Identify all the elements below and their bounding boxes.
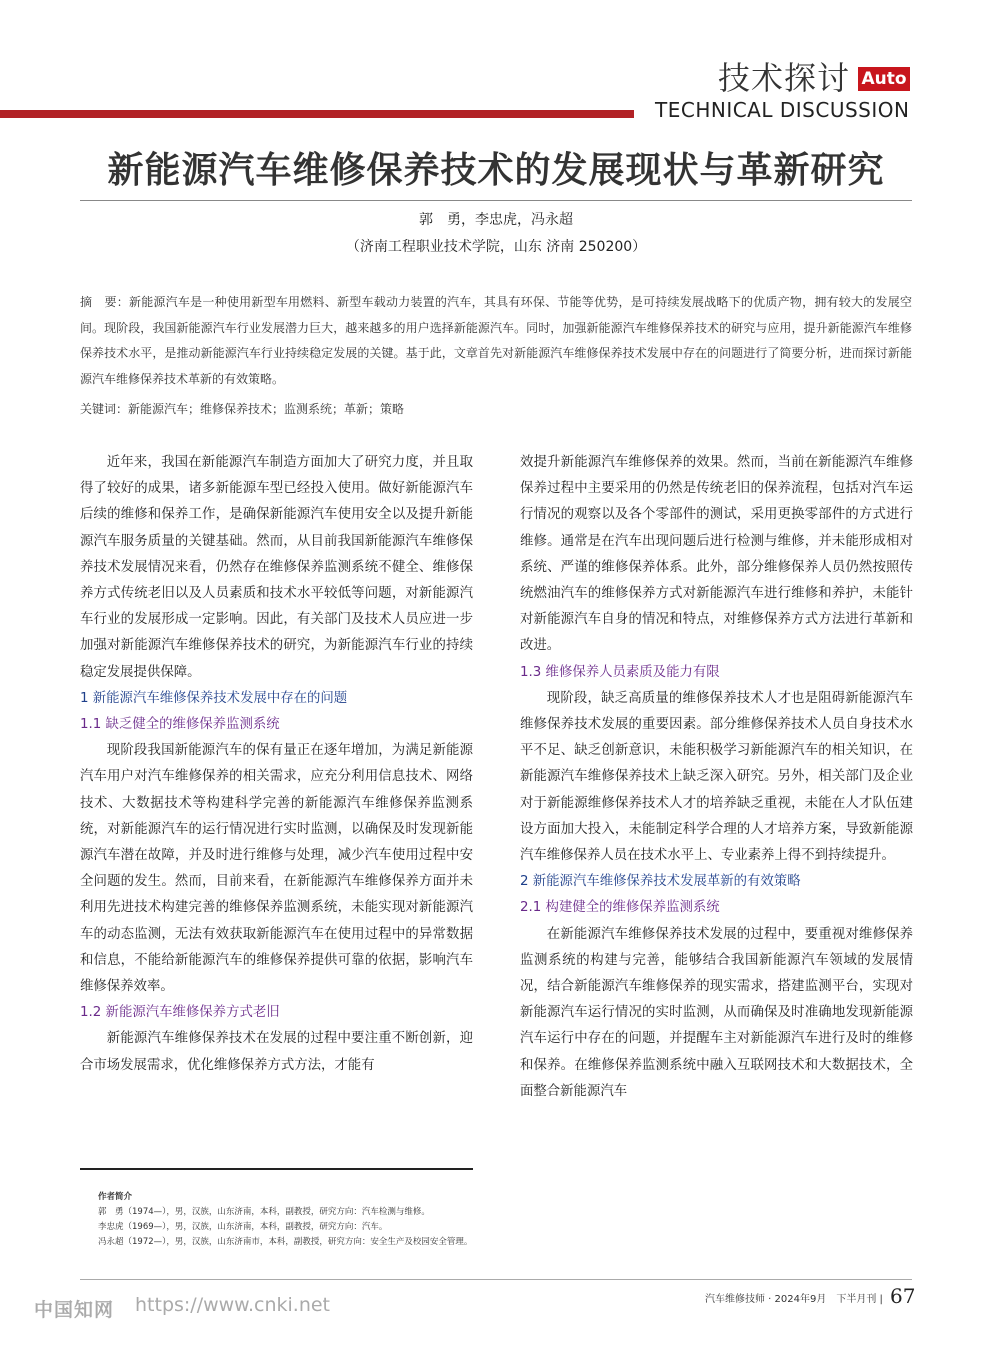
article-title: 新能源汽车维修保养技术的发展现状与革新研究 xyxy=(107,150,885,191)
section-heading: 1 新能源汽车维修保养技术发展中存在的问题 xyxy=(80,690,348,706)
author-footnote xyxy=(98,1190,898,1250)
paragraph: 在新能源汽车维修保养技术发展的过程中，要重视对维修保养监测系统的构建与完善，能够结合我国新能源汽车领域的发展情况，结合新能源汽车维修保养的现实需求，搭建监测平台，实现对新能源汽车运行情况的实时监测，从而确保及时准确地发现新能源汽车运行中存在的问题，并提醒车主对新能源汽车进行及时的维修和保养。在维修保养监测系统中融入互联网技术和大数据技术，全面整合新能源汽车 xyxy=(520,926,913,1099)
footnote-heading: 作者简介 xyxy=(98,1192,133,1202)
keywords: 关键词：新能源汽车；维修保养技术；监测系统；革新；策略 xyxy=(80,402,405,416)
section-title-cn: 技术探讨 xyxy=(718,59,851,97)
footnote-line: 冯永超（1972—），男，汉族，山东济南市，本科，副教授，研究方向：安全生产及校园安全管理。 xyxy=(98,1237,473,1247)
section-heading: 2 新能源汽车维修保养技术发展革新的有效策略 xyxy=(520,874,801,890)
paragraph: 近年来，我国在新能源汽车制造方面加大了研究力度，并且取得了较好的成果，诸多新能源车型已经投入使用。做好新能源汽车后续的维修和保养工作，是确保新能源汽车使用安全以及提升新能源汽车服务质量的关键基础。然而，从目前我国新能源汽车维修保养技术发展情况来看，仍然存在维修保养监测系统不健全、维修保养方式传统老旧以及人员素质和技术水平较低等问题，对新能源汽车行业的发展形成一定影响。因此，有关部门及技术人员应进一步加强对新能源汽车维修保养技术的研究，为新能源汽车行业的持续稳定发展提供保障。 xyxy=(80,455,473,680)
subsection-heading: 1.1 缺乏健全的维修保养监测系统 xyxy=(80,717,280,733)
section-title-en: TECHNICAL DISCUSSION xyxy=(655,98,910,122)
paragraph: 现阶段我国新能源汽车的保有量正在逐年增加，为满足新能源汽车用户对汽车维修保养的相关需求，应充分利用信息技术、网络技术、大数据技术等构建科学完善的新能源汽车维修保养监测系统，对新能源汽车的运行情况进行实时监测，以确保及时发现新能源汽车潜在故障，并及时进行维修与处理，减少汽车使用过程中安全问题的发生。然而，目前来看，在新能源汽车维修保养方面并未利用先进技术构建完善的维修保养监测系统，未能实现对新能源汽车的动态监测，无法有效获取新能源汽车在使用过程中的异常数据和信息，不能给新能源汽车的维修保养提供可靠的依据，影响汽车维修保养效率。 xyxy=(80,743,473,995)
cnki-logo: 中国知网 xyxy=(34,1299,115,1321)
footer-divider xyxy=(80,1279,912,1280)
cnki-url[interactable]: https://www.cnki.net xyxy=(135,1294,331,1316)
subsection-heading: 2.1 构建健全的维修保养监测系统 xyxy=(520,900,720,916)
page-number: 67 xyxy=(890,1284,916,1308)
journal-info: 汽车维修技师 · 2024年9月 下半月刊 | xyxy=(705,1294,883,1305)
footnote-divider xyxy=(80,1168,473,1170)
left-column xyxy=(80,450,473,1079)
header-red-bar xyxy=(0,110,634,118)
auto-logo: Auto xyxy=(858,67,910,91)
subsection-heading: 1.3 维修保养人员素质及能力有限 xyxy=(520,664,720,680)
abstract: 摘 要：新能源汽车是一种使用新型车用燃料、新型车载动力装置的汽车，其具有环保、节能等优势，是可持续发展战略下的优质产物，拥有较大的发展空间。现阶段，我国新能源汽车行业发展潜力巨大，越来越多的用户选择新能源汽车。同时，加强新能源汽车维修保养技术的研究与应用，提升新能源汽车维修保养技术水平，是推动新能源汽车行业持续稳定发展的关键。基于此，文章首先对新能源汽车维修保养技术发展中存在的问题进行了简要分析，进而探讨新能源汽车维修保养技术革新的有效策略。 xyxy=(80,295,912,386)
title-divider xyxy=(80,200,912,201)
paragraph: 效提升新能源汽车维修保养的效果。然而，当前在新能源汽车维修保养过程中主要采用的仍然是传统老旧的保养流程，包括对汽车运行情况的观察以及各个零部件的测试，采用更换零部件的方式进行维修。通常是在汽车出现问题后进行检测与维修，并未能形成相对系统、严谨的维修保养体系。此外，部分维修保养人员仍然按照传统燃油汽车的维修保养方式对新能源汽车进行维修和养护，未能针对新能源汽车自身的情况和特点，对维修保养方式方法进行革新和改进。 xyxy=(520,455,913,654)
affiliation: （济南工程职业技术学院，山东 济南 250200） xyxy=(345,239,647,255)
footnote-line: 李忠虎（1969—），男，汉族，山东济南，本科，副教授，研究方向：汽车。 xyxy=(98,1222,388,1232)
right-column xyxy=(520,450,913,1105)
paragraph: 现阶段，缺乏高质量的维修保养技术人才也是阻碍新能源汽车维修保养技术发展的重要因素。部分维修保养技术人员自身技术水平不足、缺乏创新意识，未能积极学习新能源汽车的相关知识，在新能源汽车维修保养技术上缺乏深入研究。另外，相关部门及企业对于新能源维修保养技术人才的培养缺乏重视，未能在人才队伍建设方面加大投入，未能制定科学合理的人才培养方案，导致新能源汽车维修保养人员在技术水平上、专业素养上得不到持续提升。 xyxy=(520,690,913,864)
subsection-heading: 1.2 新能源汽车维修保养方式老旧 xyxy=(80,1005,280,1021)
footnote-line: 郭 勇（1974—），男，汉族，山东济南，本科，副教授，研究方向：汽车检测与维修。 xyxy=(98,1207,430,1217)
paragraph: 新能源汽车维修保养技术在发展的过程中要注重不断创新，迎合市场发展需求，优化维修保养方式方法，才能有 xyxy=(80,1031,473,1073)
authors: 郭 勇，李忠虎，冯永超 xyxy=(419,212,573,228)
